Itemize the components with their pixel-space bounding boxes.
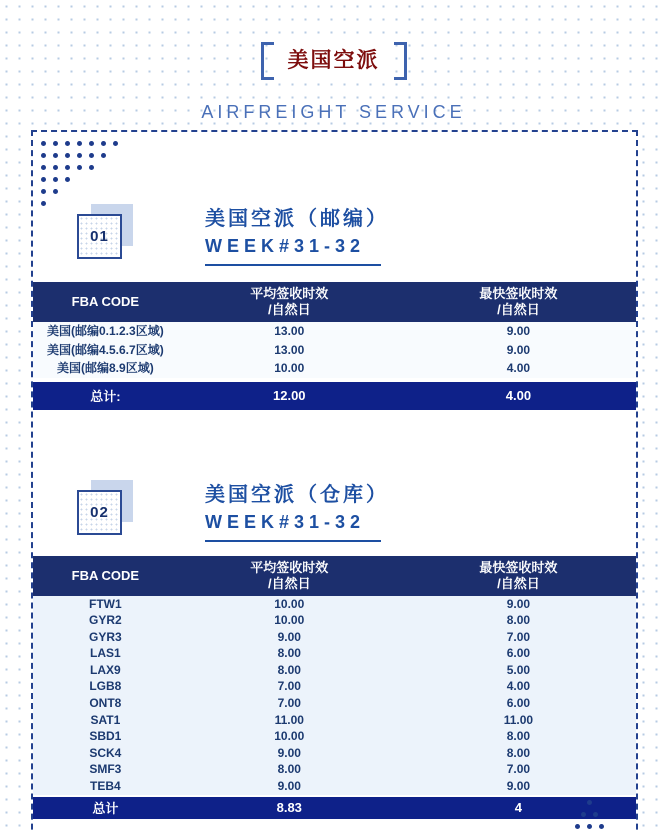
row-fastest-days: 9.00 — [506, 779, 531, 794]
warehouse-table-total-row — [33, 797, 636, 819]
section-1-title: 美国空派（邮编） — [205, 208, 389, 230]
table-row — [33, 612, 636, 629]
dot-row — [41, 177, 70, 182]
bracket-title-frame — [245, 34, 423, 88]
row-fastest-days: 8.00 — [506, 729, 531, 744]
zipcode-table-body — [33, 322, 636, 378]
column-header-fba-code: FBA CODE — [71, 294, 140, 309]
section-1-header — [33, 204, 636, 266]
dot — [599, 824, 604, 829]
row-fastest-days: 9.00 — [506, 342, 531, 357]
row-fastest-days: 6.00 — [506, 646, 531, 661]
row-fba-code: 美国(邮编4.5.6.7区域) — [47, 342, 164, 357]
row-average-days: 7.00 — [277, 696, 301, 711]
row-fba-code: TEB4 — [90, 779, 121, 794]
left-bracket-icon — [261, 42, 274, 80]
section-2-number-badge — [75, 480, 141, 540]
dot-row — [41, 189, 58, 194]
bottom-right-dots-decoration — [575, 800, 604, 829]
row-average-days: 9.00 — [277, 745, 301, 760]
dot — [41, 141, 46, 146]
row-fba-code: 美国(邮编8.9区域) — [57, 361, 154, 375]
dot — [65, 165, 70, 170]
row-average-days: 8.00 — [277, 662, 301, 677]
section-1-number-badge — [75, 204, 141, 264]
table-row — [33, 359, 636, 378]
dot — [41, 177, 46, 182]
table-row — [33, 728, 636, 745]
dot — [101, 153, 106, 158]
section-2-title: 美国空派（仓库） — [205, 483, 389, 506]
dot — [53, 165, 58, 170]
week-underline — [205, 264, 381, 266]
column-header-fastest-line1: 最快签收时效 — [479, 286, 558, 301]
row-fastest-days: 8.00 — [506, 745, 531, 760]
zipcode-table — [33, 282, 636, 410]
dot — [53, 177, 58, 182]
total-fastest-days: 4 — [514, 800, 523, 816]
row-fba-code: LAS1 — [90, 646, 121, 661]
column-header-average — [178, 286, 401, 318]
table-row — [33, 761, 636, 778]
dot — [77, 153, 82, 158]
row-fba-code: FTW1 — [89, 596, 122, 611]
dot — [41, 165, 46, 170]
row-average-days: 10.00 — [274, 729, 305, 744]
row-fba-code: SCK4 — [89, 745, 122, 760]
page-subtitle: AIRFREIGHT SERVICE — [201, 102, 466, 122]
dot — [41, 189, 46, 194]
row-fba-code: GYR2 — [89, 613, 122, 628]
table-row — [33, 662, 636, 679]
dot-row — [581, 812, 598, 817]
zipcode-table-header — [33, 282, 636, 322]
section-2-titles — [205, 480, 389, 542]
row-fastest-days: 4.00 — [506, 361, 531, 375]
dot — [53, 141, 58, 146]
row-fastest-days: 6.00 — [506, 696, 531, 711]
row-average-days: 11.00 — [274, 712, 304, 727]
dot — [53, 153, 58, 158]
row-fastest-days: 11.00 — [503, 712, 534, 727]
column-header-average-line2: /自然日 — [267, 302, 311, 317]
dot — [77, 165, 82, 170]
week-underline — [205, 540, 381, 542]
warehouse-table — [33, 556, 636, 819]
row-fba-code: SAT1 — [90, 712, 121, 727]
row-average-days: 10.00 — [274, 361, 305, 375]
dot — [575, 824, 580, 829]
column-header-fastest — [401, 286, 636, 318]
dot — [41, 201, 46, 206]
dot-row — [41, 201, 46, 206]
section-1-titles — [205, 204, 389, 266]
row-average-days: 8.00 — [277, 762, 301, 777]
total-average-days: 12.00 — [273, 388, 306, 403]
dot-row — [587, 800, 592, 805]
warehouse-table-header — [33, 556, 636, 596]
table-row — [33, 596, 636, 613]
row-fastest-days: 4.00 — [506, 679, 531, 694]
column-header-fastest-line2: /自然日 — [497, 302, 540, 317]
column-header-average-line2: /自然日 — [267, 575, 311, 591]
dot — [89, 153, 94, 158]
dot-row — [41, 141, 118, 146]
table-row — [33, 712, 636, 729]
row-fastest-days: 9.00 — [506, 596, 531, 611]
dot — [101, 141, 106, 146]
dot — [587, 824, 592, 829]
section-1-week: WEEK#31-32 — [205, 236, 366, 256]
table-row — [33, 645, 636, 662]
dot — [65, 177, 70, 182]
dot-row — [41, 153, 106, 158]
column-header-average-line1: 平均签收时效 — [250, 559, 329, 575]
row-fba-code: SBD1 — [89, 729, 122, 744]
dot — [77, 141, 82, 146]
row-average-days: 7.00 — [277, 679, 301, 694]
total-label: 总计 — [92, 801, 119, 817]
row-fba-code: 美国(邮编0.1.2.3区域) — [47, 324, 164, 338]
row-fba-code: LAX9 — [90, 662, 121, 677]
row-fba-code: LGB8 — [89, 679, 122, 694]
column-header-fastest — [401, 560, 636, 592]
row-average-days: 10.00 — [274, 596, 305, 611]
total-label: 总计: — [90, 389, 121, 404]
row-average-days: 10.00 — [274, 613, 305, 628]
total-average-days: 8.83 — [276, 800, 302, 816]
page-header — [0, 0, 667, 123]
warehouse-table-body — [33, 596, 636, 795]
row-fba-code: ONT8 — [89, 696, 122, 711]
section-2-week: WEEK#31-32 — [205, 511, 366, 532]
row-average-days: 9.00 — [277, 779, 301, 794]
badge-box — [77, 214, 122, 259]
row-fastest-days: 7.00 — [506, 762, 531, 777]
dot — [41, 153, 46, 158]
row-average-days: 9.00 — [277, 629, 301, 644]
dot — [587, 800, 592, 805]
column-header-average — [178, 560, 401, 592]
dot — [53, 189, 58, 194]
table-row — [33, 322, 636, 341]
row-fba-code: GYR3 — [89, 629, 122, 644]
section-2-number: 02 — [90, 503, 109, 521]
column-header-fba-code: FBA CODE — [71, 567, 140, 583]
table-row — [33, 778, 636, 795]
zipcode-table-total-row — [33, 382, 636, 410]
table-row — [33, 341, 636, 360]
right-bracket-icon — [394, 42, 407, 80]
dot-row — [575, 824, 604, 829]
row-average-days: 13.00 — [274, 342, 305, 357]
dot — [113, 141, 118, 146]
column-header-fastest-line2: /自然日 — [497, 575, 540, 591]
dot — [89, 141, 94, 146]
row-fba-code: SMF3 — [89, 762, 122, 777]
content-card — [31, 130, 638, 832]
table-row — [33, 695, 636, 712]
dot — [581, 812, 586, 817]
row-fastest-days: 9.00 — [506, 324, 531, 338]
row-fastest-days: 7.00 — [506, 629, 531, 644]
total-fastest-days: 4.00 — [505, 388, 532, 403]
table-row — [33, 745, 636, 762]
top-left-dots-decoration — [41, 141, 118, 206]
dot-row — [41, 165, 94, 170]
dot — [65, 153, 70, 158]
column-header-average-line1: 平均签收时效 — [250, 286, 329, 301]
row-fastest-days: 8.00 — [506, 613, 531, 628]
table-row — [33, 678, 636, 695]
section-1-number: 01 — [90, 228, 109, 245]
dot — [65, 141, 70, 146]
row-average-days: 8.00 — [277, 646, 301, 661]
dot — [89, 165, 94, 170]
table-row — [33, 629, 636, 646]
row-fastest-days: 5.00 — [506, 662, 531, 677]
badge-box — [77, 490, 122, 535]
page-title: 美国空派 — [274, 44, 394, 78]
row-average-days: 13.00 — [274, 324, 305, 338]
section-2-header — [33, 480, 636, 542]
column-header-fastest-line1: 最快签收时效 — [479, 559, 558, 575]
dot — [593, 812, 598, 817]
